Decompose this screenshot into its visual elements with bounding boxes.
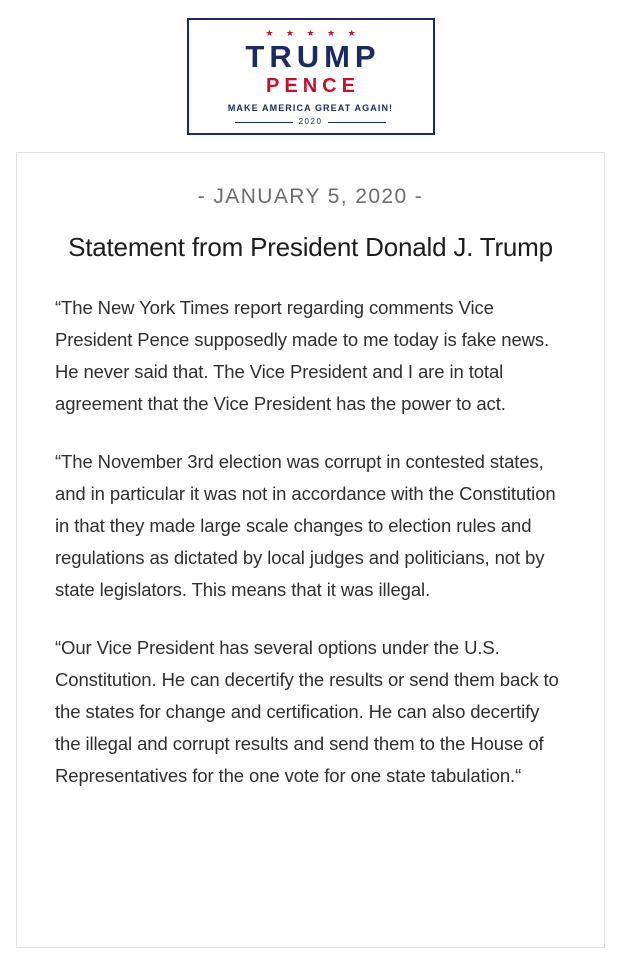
statement-paragraph: “Our Vice President has several options under the U.S. Constitution. He can decertify the results or send them back to the states for change and certification. He can also decertify the illegal and corrupt results and send them to the House of Representatives for the one vote for one state tabulation.“ xyxy=(55,637,559,786)
logo-year-row xyxy=(199,117,423,127)
logo-pence-text: PENCE xyxy=(266,75,360,97)
statement-card xyxy=(16,152,605,948)
statement-date: - JANUARY 5, 2020 - xyxy=(197,185,424,208)
stars-icon: ★ ★ ★ ★ ★ xyxy=(265,28,361,38)
statement-paragraph: “The November 3rd election was corrupt in contested states, and in particular it was not in accordance with the Constitution in that they made large scale changes to election rules and regulations as dictated by local judges and politicians, not by state legislators. This means that it was illegal. xyxy=(55,451,556,600)
logo-year: 2020 xyxy=(298,117,323,126)
statement-paragraph: “The New York Times report regarding comments Vice President Pence supposedly made to me today is fake news. He never said that. The Vice President and I are in total agreement that the Vice President has the power to act. xyxy=(55,297,550,414)
campaign-logo-wrap xyxy=(0,0,621,135)
trump-pence-logo xyxy=(187,18,435,135)
page-title: Statement from President Donald J. Trump xyxy=(68,232,553,262)
logo-tagline: MAKE AMERICA GREAT AGAIN! xyxy=(227,103,394,113)
logo-rule-left xyxy=(235,122,293,123)
logo-rule-right xyxy=(328,122,386,123)
logo-trump-text: TRUMP xyxy=(245,39,381,74)
